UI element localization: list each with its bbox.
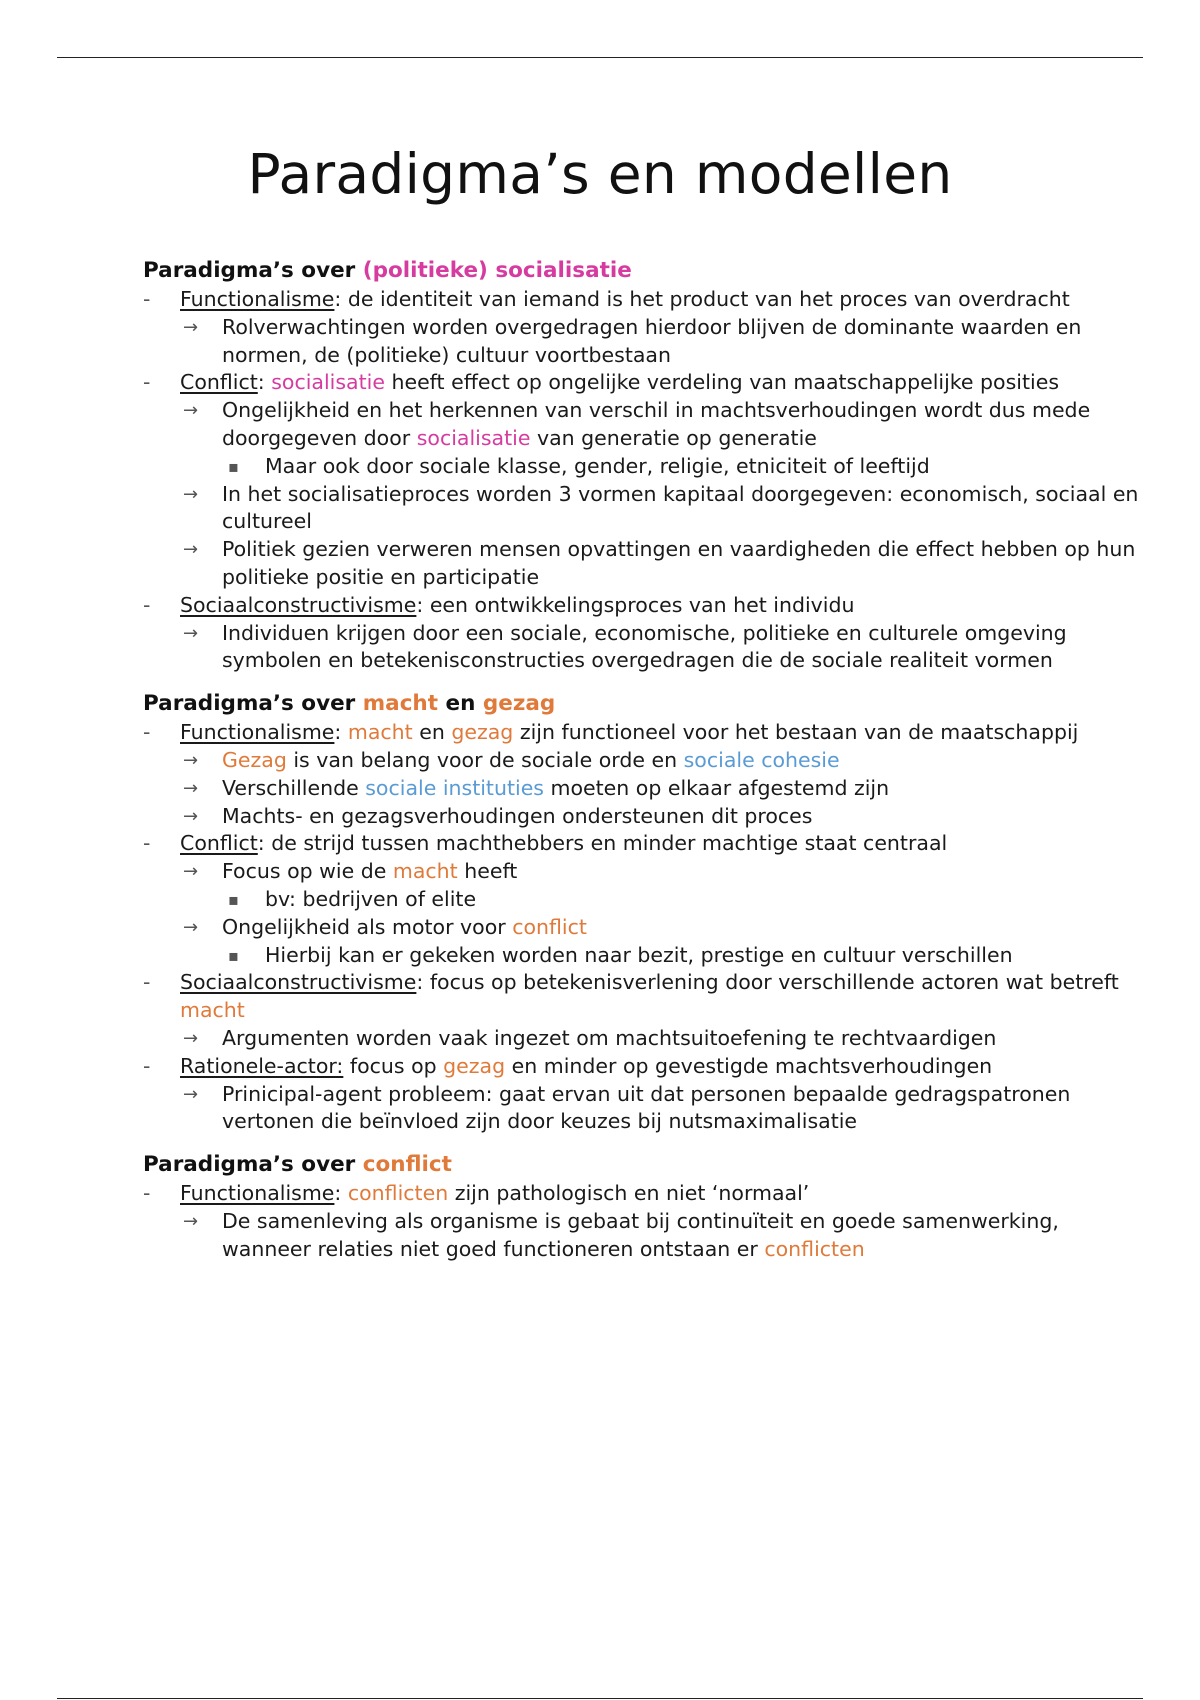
list-item bbox=[143, 453, 1143, 481]
list-item bbox=[143, 369, 1143, 397]
arrow-bullet-icon: → bbox=[183, 777, 199, 799]
bottom-rule bbox=[57, 1698, 1143, 1699]
heading-text: en bbox=[438, 691, 483, 717]
item-text: Machts- en gezagsverhoudingen ondersteunen dit proces bbox=[222, 803, 813, 828]
arrow-bullet-icon: → bbox=[183, 1210, 199, 1232]
list-item bbox=[143, 1053, 1143, 1081]
item-text: : de strijd tussen machthebbers en minder machtige staat centraal bbox=[257, 831, 948, 856]
dash-bullet-icon: - bbox=[143, 287, 151, 311]
item-text: socialisatie bbox=[416, 425, 531, 450]
item-text: : de identiteit van iemand is het product van het proces van overdracht bbox=[334, 287, 1070, 311]
item-text: conflict bbox=[512, 914, 587, 939]
arrow-bullet-icon: → bbox=[183, 1083, 199, 1105]
section-2 bbox=[143, 689, 1143, 1136]
item-text: zijn pathologisch en niet ‘normaal’ bbox=[448, 1181, 810, 1206]
heading-text: Paradigma’s over bbox=[143, 691, 363, 717]
list-item bbox=[143, 286, 1143, 314]
item-text: en bbox=[412, 720, 452, 745]
item-text: Verschillende bbox=[222, 775, 366, 800]
paradigm-term: Rationele-actor: bbox=[180, 1053, 344, 1078]
heading-text: conflict bbox=[362, 1152, 452, 1178]
item-text: Politiek gezien verweren mensen opvattingen en vaardigheden die effect hebben op hun politieke positie en participatie bbox=[222, 537, 1136, 589]
heading-text: (politieke) socialisatie bbox=[362, 258, 632, 283]
list-item bbox=[143, 942, 1143, 970]
paradigm-term: Functionalisme bbox=[180, 287, 335, 311]
item-text: sociale cohesie bbox=[683, 747, 840, 772]
item-text: heeft bbox=[457, 859, 518, 884]
section-heading bbox=[143, 256, 1143, 286]
item-text: van generatie op generatie bbox=[530, 425, 817, 450]
section-3 bbox=[143, 1150, 1143, 1263]
item-text: Hierbij kan er gekeken worden naar bezit, prestige en cultuur verschillen bbox=[265, 942, 1013, 967]
list-item bbox=[143, 620, 1143, 676]
item-text: : een ontwikkelingsproces van het individu bbox=[416, 592, 855, 617]
list-item bbox=[143, 1180, 1143, 1208]
item-text: macht bbox=[347, 720, 413, 745]
item-text: De samenleving als organisme is gebaat bij continuïteit en goede samenwerking, wanneer relaties niet goed functioneren ontstaan er bbox=[222, 1208, 1059, 1261]
list-item bbox=[143, 803, 1143, 831]
item-text: Prinicipal-agent probleem: gaat ervan uit dat personen bepaalde gedragspatronen vertonen die beïnvloed zijn door keuzes bij nutsmaximalisatie bbox=[222, 1081, 1071, 1134]
list-item bbox=[143, 536, 1143, 592]
item-text: zijn functioneel voor het bestaan van de maatschappij bbox=[513, 720, 1079, 745]
square-bullet-icon: ▪ bbox=[228, 945, 239, 965]
arrow-bullet-icon: → bbox=[183, 916, 199, 938]
list-item bbox=[143, 886, 1143, 914]
item-text: bv: bedrijven of elite bbox=[265, 886, 477, 911]
paradigm-term: Functionalisme bbox=[180, 720, 335, 745]
dash-bullet-icon: - bbox=[143, 1181, 151, 1206]
list-item bbox=[143, 1025, 1143, 1053]
list-item bbox=[143, 775, 1143, 803]
item-text: Ongelijkheid en het herkennen van verschil in machtsverhoudingen wordt dus mede doorgegeven door bbox=[222, 398, 1091, 450]
paradigm-term: Conflict bbox=[180, 370, 258, 395]
item-text: sociale instituties bbox=[365, 775, 544, 800]
dash-bullet-icon: - bbox=[143, 720, 151, 745]
list-item bbox=[143, 481, 1143, 537]
dash-bullet-icon: - bbox=[143, 370, 151, 395]
item-text: macht bbox=[180, 998, 245, 1023]
item-text: : bbox=[334, 1181, 348, 1206]
dash-bullet-icon: - bbox=[143, 592, 151, 617]
dash-bullet-icon: - bbox=[143, 831, 151, 856]
list-item bbox=[143, 314, 1143, 370]
item-text: : focus op betekenisverlening door verschillende actoren wat betreft bbox=[416, 970, 1119, 995]
list-item bbox=[143, 1208, 1143, 1264]
section-heading bbox=[143, 689, 1143, 719]
list-item bbox=[143, 858, 1143, 886]
dash-bullet-icon: - bbox=[143, 1053, 151, 1078]
item-text: is van belang voor de sociale orde en bbox=[286, 747, 684, 772]
list-item bbox=[143, 747, 1143, 775]
list-item bbox=[143, 969, 1143, 1025]
item-text: macht bbox=[392, 859, 458, 884]
item-text: conflicten bbox=[764, 1236, 865, 1261]
arrow-bullet-icon: → bbox=[183, 400, 199, 422]
top-rule bbox=[57, 57, 1143, 58]
arrow-bullet-icon: → bbox=[183, 1027, 199, 1049]
item-text: Gezag bbox=[222, 747, 287, 772]
item-text: gezag bbox=[451, 720, 514, 745]
square-bullet-icon: ▪ bbox=[228, 889, 239, 909]
item-text: Individuen krijgen door een sociale, economische, politieke en culturele omgeving symbolen en betekenisconstructies overgedragen die de sociale realiteit vormen bbox=[222, 620, 1067, 673]
list-item bbox=[143, 830, 1143, 858]
square-bullet-icon: ▪ bbox=[228, 456, 239, 476]
item-text: moeten op elkaar afgestemd zijn bbox=[543, 775, 890, 800]
list-item bbox=[143, 914, 1143, 942]
item-text: gezag bbox=[443, 1053, 506, 1078]
item-text: Argumenten worden vaak ingezet om machtsuitoefening te rechtvaardigen bbox=[222, 1025, 997, 1050]
arrow-bullet-icon: → bbox=[183, 861, 199, 883]
paradigm-term: Sociaalconstructivisme bbox=[180, 592, 417, 617]
heading-text: macht bbox=[362, 691, 439, 717]
section-1 bbox=[143, 256, 1143, 675]
item-text: In het socialisatieproces worden 3 vormen kapitaal doorgegeven: economisch, sociaal en cultureel bbox=[222, 481, 1139, 534]
document-body bbox=[143, 256, 1143, 1278]
item-text: socialisatie bbox=[271, 370, 385, 395]
arrow-bullet-icon: → bbox=[183, 483, 199, 505]
item-text: Rolverwachtingen worden overgedragen hierdoor blijven de dominante waarden en normen, de (politieke) cultuur voortbestaan bbox=[222, 314, 1082, 367]
item-text: en minder op gevestigde machtsverhoudingen bbox=[505, 1053, 993, 1078]
list-item bbox=[143, 397, 1143, 453]
arrow-bullet-icon: → bbox=[183, 622, 199, 644]
arrow-bullet-icon: → bbox=[183, 316, 199, 338]
heading-text: gezag bbox=[482, 691, 556, 717]
list-item bbox=[143, 719, 1143, 747]
list-item bbox=[143, 592, 1143, 620]
item-text: Ongelijkheid als motor voor bbox=[222, 914, 513, 939]
item-text: focus op bbox=[343, 1053, 444, 1078]
heading-text: Paradigma’s over bbox=[143, 1152, 363, 1178]
page-title: Paradigma’s en modellen bbox=[247, 142, 953, 206]
paradigm-term: Functionalisme bbox=[180, 1181, 335, 1206]
item-text: heeft effect op ongelijke verdeling van maatschappelijke posities bbox=[384, 370, 1060, 395]
dash-bullet-icon: - bbox=[143, 970, 151, 995]
arrow-bullet-icon: → bbox=[183, 539, 199, 561]
item-text: : bbox=[257, 370, 272, 395]
paradigm-term: Sociaalconstructivisme bbox=[180, 970, 417, 995]
item-text: conflicten bbox=[347, 1181, 449, 1206]
paradigm-term: Conflict bbox=[180, 831, 258, 856]
heading-text: Paradigma’s over bbox=[143, 258, 363, 283]
section-heading bbox=[143, 1150, 1143, 1180]
arrow-bullet-icon: → bbox=[183, 805, 199, 827]
item-text: Maar ook door sociale klasse, gender, religie, etniciteit of leeftijd bbox=[265, 453, 930, 478]
list-item bbox=[143, 1081, 1143, 1137]
item-text: Focus op wie de bbox=[222, 859, 393, 884]
arrow-bullet-icon: → bbox=[183, 749, 199, 771]
item-text: : bbox=[334, 720, 348, 745]
